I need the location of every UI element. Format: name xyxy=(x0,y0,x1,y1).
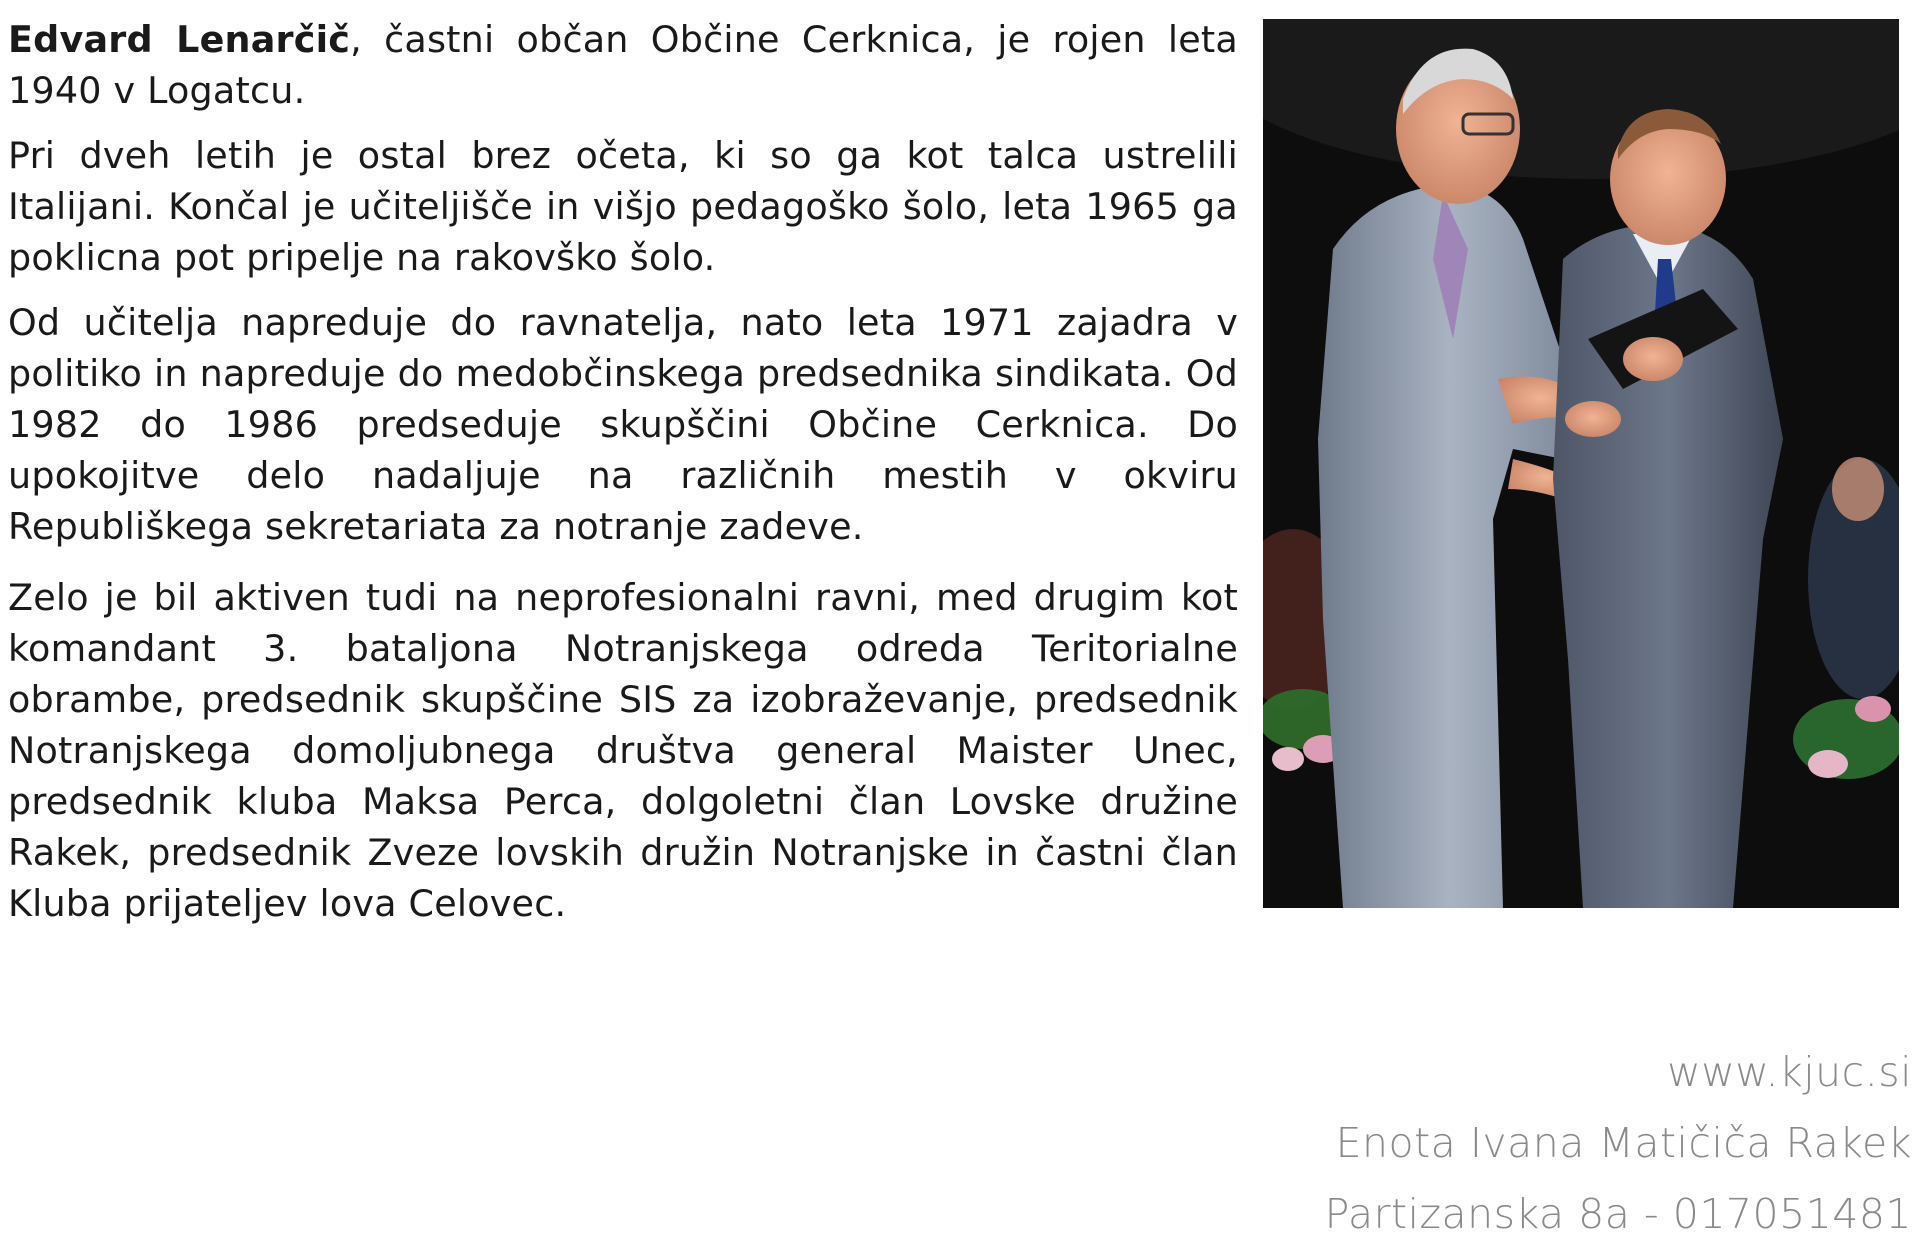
article-body xyxy=(8,14,1238,929)
intro-text: , častni občan Občine Cerknica, je rojen leta 1940 v Logatcu. xyxy=(8,18,1239,112)
career-paragraph: Od učitelja napreduje do ravnatelja, nato leta 1971 zajadra v politiko in napreduje do medobčinskega predsednika sindikata. Od 1982 do 1986 predseduje skupščini Občine Cerknica. Do upokojitve delo nadaljuje na različnih mestih v okviru Republiškega sekretariata za notranje zadeve. xyxy=(8,301,1238,548)
intro-paragraph xyxy=(8,14,1238,116)
website-url: www.kjuc.si xyxy=(1667,1048,1912,1096)
photo-illustration xyxy=(1263,19,1899,908)
award-ceremony-photo xyxy=(1263,19,1899,908)
library-address: Partizanska 8a - 017051481 xyxy=(1324,1190,1912,1238)
activities-paragraph: Zelo je bil aktiven tudi na neprofesionalni ravni, med drugim kot komandant 3. bataljona Notranjskega odreda Teritorialne obrambe, predsednik skupščine SIS za izobraževanje, predsednik Notranjskega domoljubnega društva general Maister Unec, predsednik kluba Maksa Perca, dolgoletni član Lovske družine Rakek, predsednik Zveze lovskih družin Notranjske in častni član Kluba prijateljev lova Celovec. xyxy=(8,576,1238,925)
childhood-paragraph: Pri dveh letih je ostal brez očeta, ki so ga kot talca ustrelili Italijani. Končal je učiteljišče in višjo pedagoško šolo, leta 1965 ga poklicna pot pripelje na rakovško šolo. xyxy=(8,134,1238,279)
library-unit: Enota Ivana Matičiča Rakek xyxy=(1335,1119,1912,1167)
person-name: Edvard Lenarčič xyxy=(8,18,351,61)
